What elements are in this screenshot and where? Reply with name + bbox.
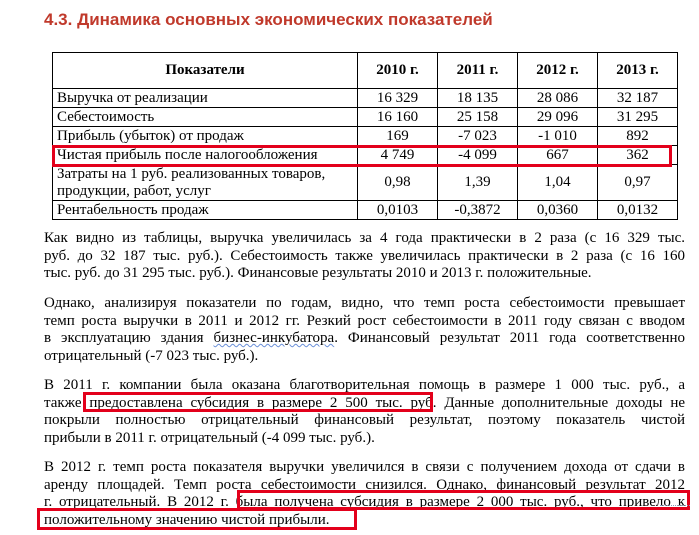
header-2010: 2010 г.	[358, 53, 438, 89]
row-label: Чистая прибыль после налогообложения	[53, 146, 358, 165]
cell-value: 16 329	[358, 89, 438, 108]
cell-value: 1,04	[518, 165, 598, 201]
cell-value: 0,0103	[358, 201, 438, 220]
row-label: Выручка от реализации	[53, 89, 358, 108]
text-line: г. отрицательный. В 2012 г. была получена субсидия в размере 2 000 тыс. руб., что привело к	[44, 494, 685, 511]
cell-value: 0,98	[358, 165, 438, 201]
cell-value: 16 160	[358, 108, 438, 127]
header-indicators: Показатели	[53, 53, 358, 89]
text-line: Однако, анализируя показатели по годам, видно, что темп роста себестоимости превышает	[44, 295, 685, 311]
paragraph-2	[44, 295, 685, 365]
cell-value: 362	[598, 146, 678, 165]
cell-value: 4 749	[358, 146, 438, 165]
table-row	[53, 201, 678, 220]
row-label: Рентабельность продаж	[53, 201, 358, 220]
header-2012: 2012 г.	[518, 53, 598, 89]
cell-value: 892	[598, 127, 678, 146]
cell-value: 32 187	[598, 89, 678, 108]
text-line: прибыли в 2011 г. отрицательный (-4 099 тыс. руб.).	[44, 429, 375, 446]
spellcheck-word: бизнес-инкубатора	[213, 330, 335, 347]
cell-value: 667	[518, 146, 598, 165]
text-line: тыс. руб. до 31 295 тыс. руб.). Финансовые результаты 2010 и 2013 г. положительные.	[44, 265, 592, 282]
section-heading: 4.3. Динамика основных экономических показателей	[44, 10, 493, 29]
cell-value: -1 010	[518, 127, 598, 146]
cell-value: -4 099	[438, 146, 518, 165]
text-line: также предоставлена субсидия в размере 2 500 тыс. руб. Данные дополнительные доходы не	[44, 394, 685, 411]
cell-value: 25 158	[438, 108, 518, 127]
table-row	[53, 165, 678, 201]
header-2013: 2013 г.	[598, 53, 678, 89]
cell-value: 29 096	[518, 108, 598, 127]
margin-guide	[660, 505, 690, 506]
cell-value: 0,97	[598, 165, 678, 201]
text-line: отрицательный (-7 023 тыс. руб.).	[44, 347, 259, 364]
row-label-line: продукции, работ, услуг	[57, 182, 211, 199]
row-label	[53, 165, 358, 201]
paragraph-1	[44, 230, 685, 283]
indicators-table	[52, 52, 678, 220]
cell-value: -0,3872	[438, 201, 518, 220]
cell-value: 31 295	[598, 108, 678, 127]
text-line	[44, 330, 685, 348]
cell-value: -7 023	[438, 127, 518, 146]
text-line: покрыли полностью отрицательный финансовый результат, поэтому показатель чистой	[44, 412, 685, 429]
table-row	[53, 127, 678, 146]
text-line: Как видно из таблицы, выручка увеличилась за 4 года практически в 2 раза (с 16 329 тыс.	[44, 230, 685, 246]
paragraph-4	[44, 459, 685, 529]
cell-value: 18 135	[438, 89, 518, 108]
cell-value: 0,0360	[518, 201, 598, 220]
table-row-net-profit	[53, 146, 678, 165]
table-row	[53, 89, 678, 108]
cell-value: 0,0132	[598, 201, 678, 220]
text-line: руб. до 32 187 тыс. руб.). Себестоимость также увеличилась практически в 2 раза (с 16 160	[44, 247, 685, 264]
text-fragment: . Финансовый результат 2011 года соответственно	[334, 330, 685, 347]
table-row	[53, 108, 678, 127]
text-line: В 2011 г. компании была оказана благотворительная помощь в размере 1 000 тыс. руб., а	[44, 377, 685, 393]
header-2011: 2011 г.	[438, 53, 518, 89]
text-fragment: в эксплуатацию здания	[44, 330, 204, 347]
row-label: Прибыль (убыток) от продаж	[53, 127, 358, 146]
text-line: положительному значению чистой прибыли.	[44, 511, 330, 528]
text-line: темп роста выручки в 2011 и 2012 гг. Резкий рост себестоимости в 2011 году связан с вводом	[44, 312, 685, 329]
cell-value: 1,39	[438, 165, 518, 201]
row-label-line: Затраты на 1 руб. реализованных товаров,	[57, 165, 326, 182]
text-line: аренду площадей. Темп роста себестоимости снизился. Однако, финансовый результат 2012	[44, 476, 685, 493]
row-label: Себестоимость	[53, 108, 358, 127]
table-header-row	[53, 53, 678, 89]
paragraph-3	[44, 377, 685, 447]
text-line: В 2012 г. темп роста показателя выручки увеличился в связи с получением дохода от сдачи в	[44, 459, 685, 475]
cell-value: 28 086	[518, 89, 598, 108]
cell-value: 169	[358, 127, 438, 146]
